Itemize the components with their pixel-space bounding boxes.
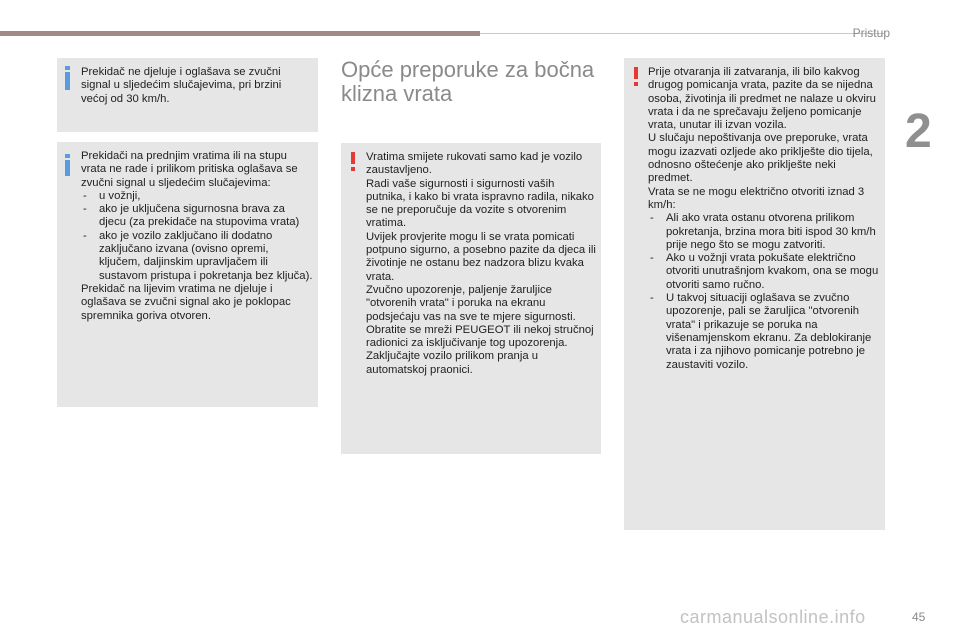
page-number: 45 [912,610,926,624]
header-accent-bar [0,31,480,36]
info-icon [65,160,70,176]
info-outro: Prekidač na lijevim vratima ne djeluje i oglašava se zvučni signal ako je poklopac spremnika goriva otvoren. [81,282,291,322]
header-rule [480,33,885,34]
info-box-switches [57,142,318,407]
list-item: - ako je uključena sigurnosna brava za djecu (za prekidače na stupovima vrata) [81,203,313,230]
list-item: - Ali ako vrata ostanu otvorena prilikom pokretanja, brzina mora biti ispod 30 km/h prije nego što se mogu zatvoriti. [648,212,882,252]
warning-line: Zaključajte vozilo prilikom pranja u automatskoj praonici. [366,350,539,376]
warning-icon [634,67,638,79]
list-item: - u vožnji, [81,190,313,203]
info-box-speed [57,58,318,132]
warning-icon [351,152,355,164]
warning-line: Uvijek provjerite mogu li se vrata pomicati potpuno sigurno, a posebno pazite da djeca ili životinje ne ostanu bez nadzora blizu kvaka vrata. [366,230,596,283]
info-text: Prekidač ne djeluje i oglašava se zvučni signal u sljedećim slučajevima, pri brzini većoj od 30 km/h. [81,66,282,105]
watermark: carmanualsonline.info [680,607,866,627]
section-title: Pristup [852,26,890,40]
warning-box-general [341,143,601,454]
warning-paragraph: Vrata se ne mogu električno otvoriti iznad 3 km/h: [648,185,865,211]
list-item: - ako je vozilo zaključano ili dodatno zaključano izvana (ovisno opremi, ključem, daljinskim upravljačem ili sustavom pristupa i pokretanja bez ključa). [81,230,313,283]
warning-list [648,212,882,372]
warning-paragraph: Prije otvaranja ili zatvaranja, ili bilo kakvog drugog pomicanja vrata, pazite da se nijedna osoba, životinja ili predmet ne nalaze u okviru vrata i da ne sprečavaju željeno pomicanje vrata, unutar ili izvan vozila. [648,66,876,132]
warning-line: Obratite se mreži PEUGEOT ili nekoj stručnoj radionici za isključivanje tog upozorenja. [366,323,594,350]
info-list [81,190,313,283]
section-heading: Opće preporuke za bočna klizna vrata [341,57,595,106]
info-intro: Prekidači na prednjim vratima ili na stupu vrata ne rade i prilikom pritiska oglašava se zvučni signal u sljedećim slučajevima: [81,150,298,189]
warning-line: Zvučno upozorenje, paljenje žaruljice "otvorenih vrata" i poruka na ekranu podsjećaju vas na sve te mjere sigurnosti. [366,283,576,323]
info-icon [65,72,70,90]
chapter-number: 2 [905,105,932,158]
warning-box-doors [624,58,885,530]
list-item: - U takvoj situaciji oglašava se zvučno upozorenje, pali se žaruljica "otvorenih vrata" i prikazuje se poruka na višenamjenskom ekranu. Za deblokiranje vrata i za njihovo pomicanje potrebno je zaustaviti vozilo. [648,292,882,372]
list-item: - Ako u vožnji vrata pokušate električno otvoriti unutrašnjom kvakom, ona se mogu otvoriti samo ručno. [648,252,882,292]
warning-paragraph: U slučaju nepoštivanja ove preporuke, vrata mogu izazvati ozljede ako priklješte dio tijela, odnosno oštećenje ako priklješte neki predmet. [648,132,873,185]
warning-line: Vratima smijete rukovati samo kad je vozilo zaustavljeno. [366,151,583,177]
warning-line: Radi vaše sigurnosti i sigurnosti vaših putnika, i kako bi vrata ispravno radila, nikako se ne preporučuje da vozite s otvorenim vratima. [366,177,594,230]
